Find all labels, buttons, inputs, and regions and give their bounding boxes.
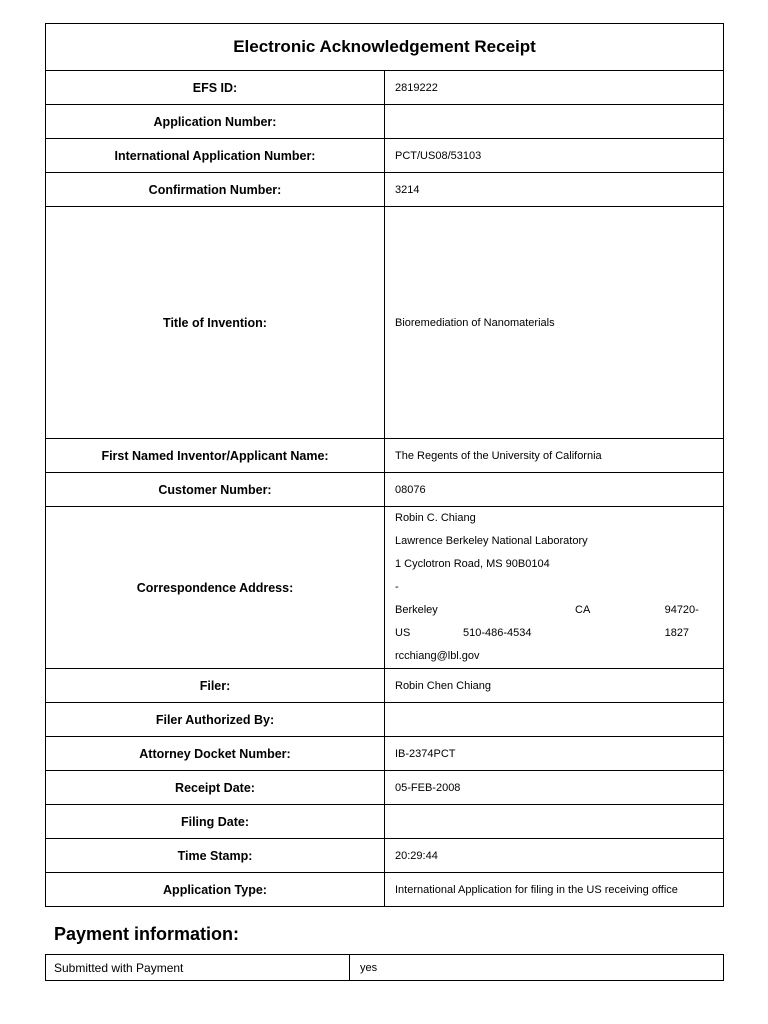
receipt-date-label: Receipt Date: (46, 771, 385, 805)
attorney-docket-number-value: IB-2374PCT (385, 737, 724, 771)
table-row (46, 173, 724, 207)
application-number-label: Application Number: (46, 105, 385, 139)
title-of-invention-value: Bioremediation of Nanomaterials (385, 207, 724, 439)
table-row (46, 737, 724, 771)
time-stamp-label: Time Stamp: (46, 839, 385, 873)
table-row (46, 669, 724, 703)
filing-date-value (385, 805, 724, 839)
first-named-inventor-label: First Named Inventor/Applicant Name: (46, 439, 385, 473)
time-stamp-value: 20:29:44 (385, 839, 724, 873)
submitted-with-payment-label: Submitted with Payment (46, 955, 350, 981)
table-row (46, 955, 724, 981)
table-row (46, 439, 724, 473)
filer-label: Filer: (46, 669, 385, 703)
payment-table (45, 954, 724, 981)
table-row (46, 207, 724, 439)
attorney-docket-number-label: Attorney Docket Number: (46, 737, 385, 771)
first-named-inventor-value: The Regents of the University of California (385, 439, 724, 473)
address-organization: Lawrence Berkeley National Laboratory (395, 535, 588, 547)
title-of-invention-label: Title of Invention: (46, 207, 385, 439)
table-row (46, 839, 724, 873)
correspondence-address-value (385, 507, 724, 669)
application-type-value: International Application for filing in the US receiving office (385, 873, 724, 907)
address-zip: 94720-1827 (664, 604, 699, 639)
customer-number-value: 08076 (385, 473, 724, 507)
table-row (46, 507, 724, 669)
receipt-table (45, 23, 724, 907)
table-row (46, 805, 724, 839)
efs-id-label: EFS ID: (46, 71, 385, 105)
table-row (46, 473, 724, 507)
customer-number-label: Customer Number: (46, 473, 385, 507)
address-street: 1 Cyclotron Road, MS 90B0104 (395, 558, 550, 570)
international-application-number-value: PCT/US08/53103 (385, 139, 724, 173)
confirmation-number-value: 3214 (385, 173, 724, 207)
address-email: rcchiang@lbl.gov (395, 650, 480, 662)
table-row (46, 703, 724, 737)
address-city: Berkeley (395, 604, 438, 616)
receipt-date-value: 05-FEB-2008 (385, 771, 724, 805)
address-phone: 510-486-4534 (463, 627, 532, 639)
application-number-value (385, 105, 724, 139)
receipt-title: Electronic Acknowledgement Receipt (46, 24, 724, 71)
filer-authorized-by-label: Filer Authorized By: (46, 703, 385, 737)
table-row (46, 771, 724, 805)
table-row (46, 105, 724, 139)
address-country: US (395, 627, 411, 639)
filer-authorized-by-value (385, 703, 724, 737)
correspondence-address-label: Correspondence Address: (46, 507, 385, 669)
address-street2: - (395, 581, 399, 593)
address-name: Robin C. Chiang (395, 512, 476, 524)
address-state: CA (575, 604, 591, 616)
table-row (46, 71, 724, 105)
submitted-with-payment-value: yes (350, 955, 724, 981)
payment-heading: Payment information: (54, 924, 240, 944)
international-application-number-label: International Application Number: (46, 139, 385, 173)
filer-value: Robin Chen Chiang (385, 669, 724, 703)
table-row (46, 873, 724, 907)
efs-id-value: 2819222 (385, 71, 724, 105)
filing-date-label: Filing Date: (46, 805, 385, 839)
table-row (46, 139, 724, 173)
application-type-label: Application Type: (46, 873, 385, 907)
confirmation-number-label: Confirmation Number: (46, 173, 385, 207)
